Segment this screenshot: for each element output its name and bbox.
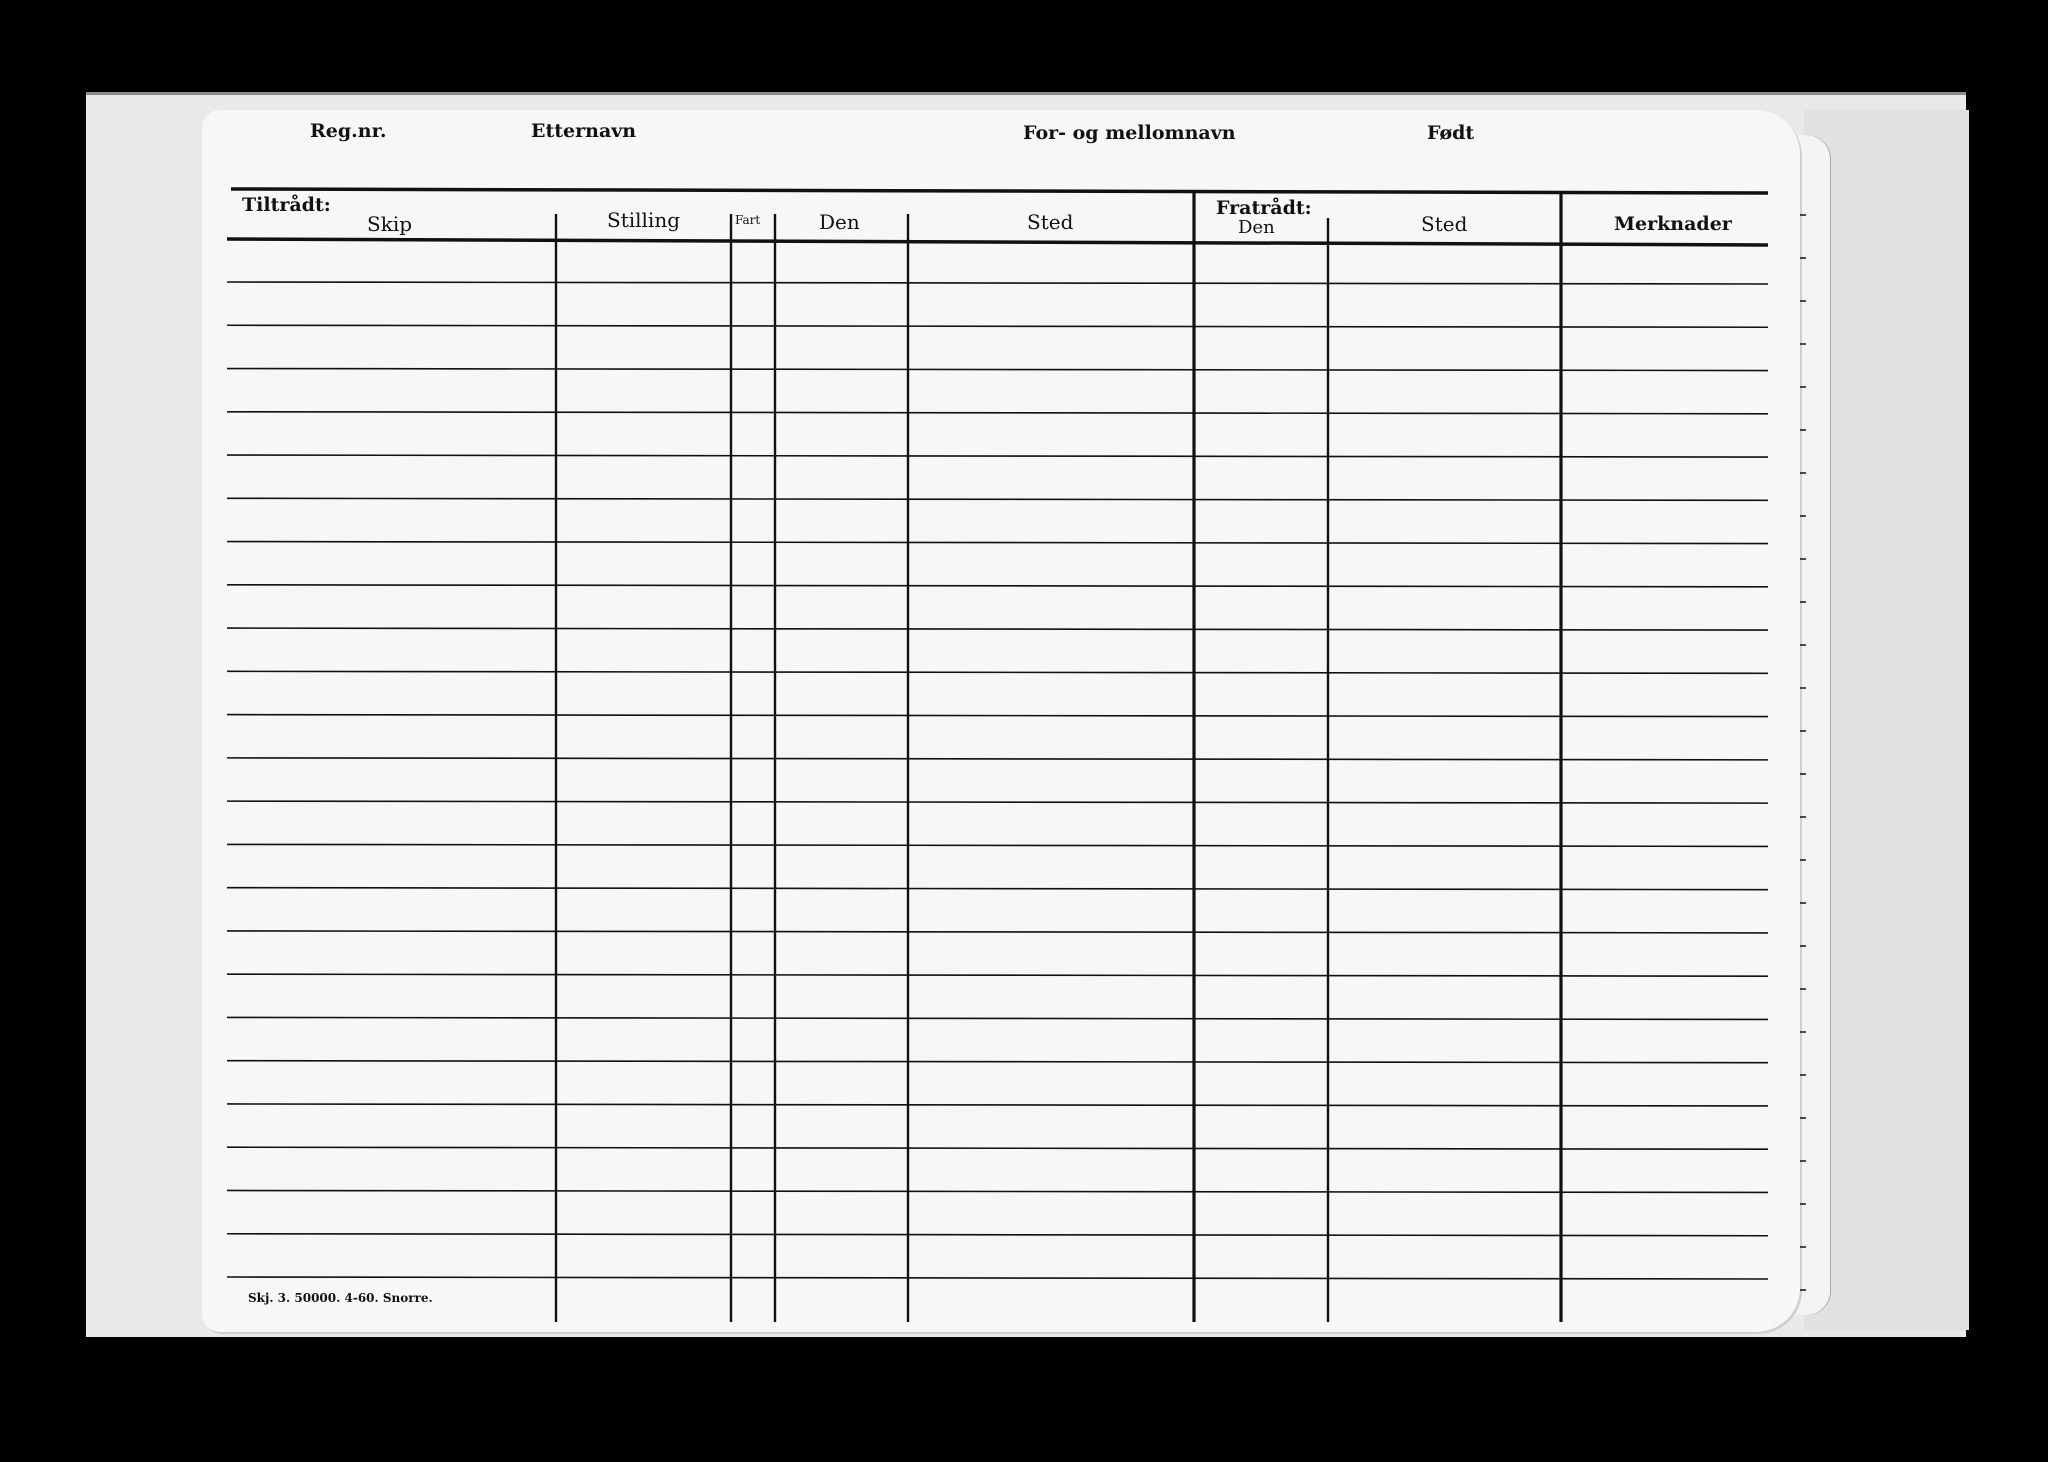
fornavn-label: For- og mellomnavn bbox=[1023, 122, 1236, 144]
print-mark: Skj. 3. 50000. 4-60. Snorre. bbox=[248, 1291, 433, 1305]
fratradt-label: Fratrådt: bbox=[1216, 197, 1312, 219]
col-fart: Fart bbox=[735, 213, 761, 227]
row-line bbox=[227, 325, 1768, 327]
fodt-label: Født bbox=[1427, 122, 1475, 144]
row-line bbox=[227, 412, 1768, 414]
row-line bbox=[227, 498, 1768, 500]
row-line bbox=[227, 1277, 1768, 1279]
col-den-1: Den bbox=[819, 210, 860, 234]
row-line bbox=[227, 715, 1768, 717]
col-sted-1: Sted bbox=[1027, 210, 1074, 234]
col-sted-2: Sted bbox=[1421, 212, 1468, 236]
row-line bbox=[227, 801, 1768, 803]
row-line bbox=[227, 758, 1768, 760]
col-merknader: Merknader bbox=[1614, 213, 1732, 235]
etternavn-label: Etternavn bbox=[531, 120, 637, 142]
row-line bbox=[227, 1190, 1768, 1192]
tiltradt-label: Tiltrådt: bbox=[242, 194, 331, 216]
row-line bbox=[227, 369, 1768, 371]
row-line bbox=[227, 1104, 1768, 1106]
regnr-label: Reg.nr. bbox=[310, 120, 387, 142]
header-bottom-rule bbox=[227, 239, 1768, 245]
row-line bbox=[227, 1017, 1768, 1019]
row-line bbox=[227, 888, 1768, 890]
row-line bbox=[227, 542, 1768, 544]
row-line bbox=[227, 1061, 1768, 1063]
row-line bbox=[227, 931, 1768, 933]
row-line bbox=[227, 455, 1768, 457]
row-line bbox=[227, 671, 1768, 673]
row-line bbox=[227, 585, 1768, 587]
row-line bbox=[227, 1147, 1768, 1149]
col-skip: Skip bbox=[367, 212, 413, 236]
row-line bbox=[227, 282, 1768, 284]
row-line bbox=[227, 1234, 1768, 1236]
row-line bbox=[227, 844, 1768, 846]
col-den-2: Den bbox=[1238, 217, 1275, 238]
header-top-rule bbox=[231, 189, 1768, 193]
col-stilling: Stilling bbox=[607, 208, 681, 232]
row-line bbox=[227, 628, 1768, 630]
row-line bbox=[227, 974, 1768, 976]
